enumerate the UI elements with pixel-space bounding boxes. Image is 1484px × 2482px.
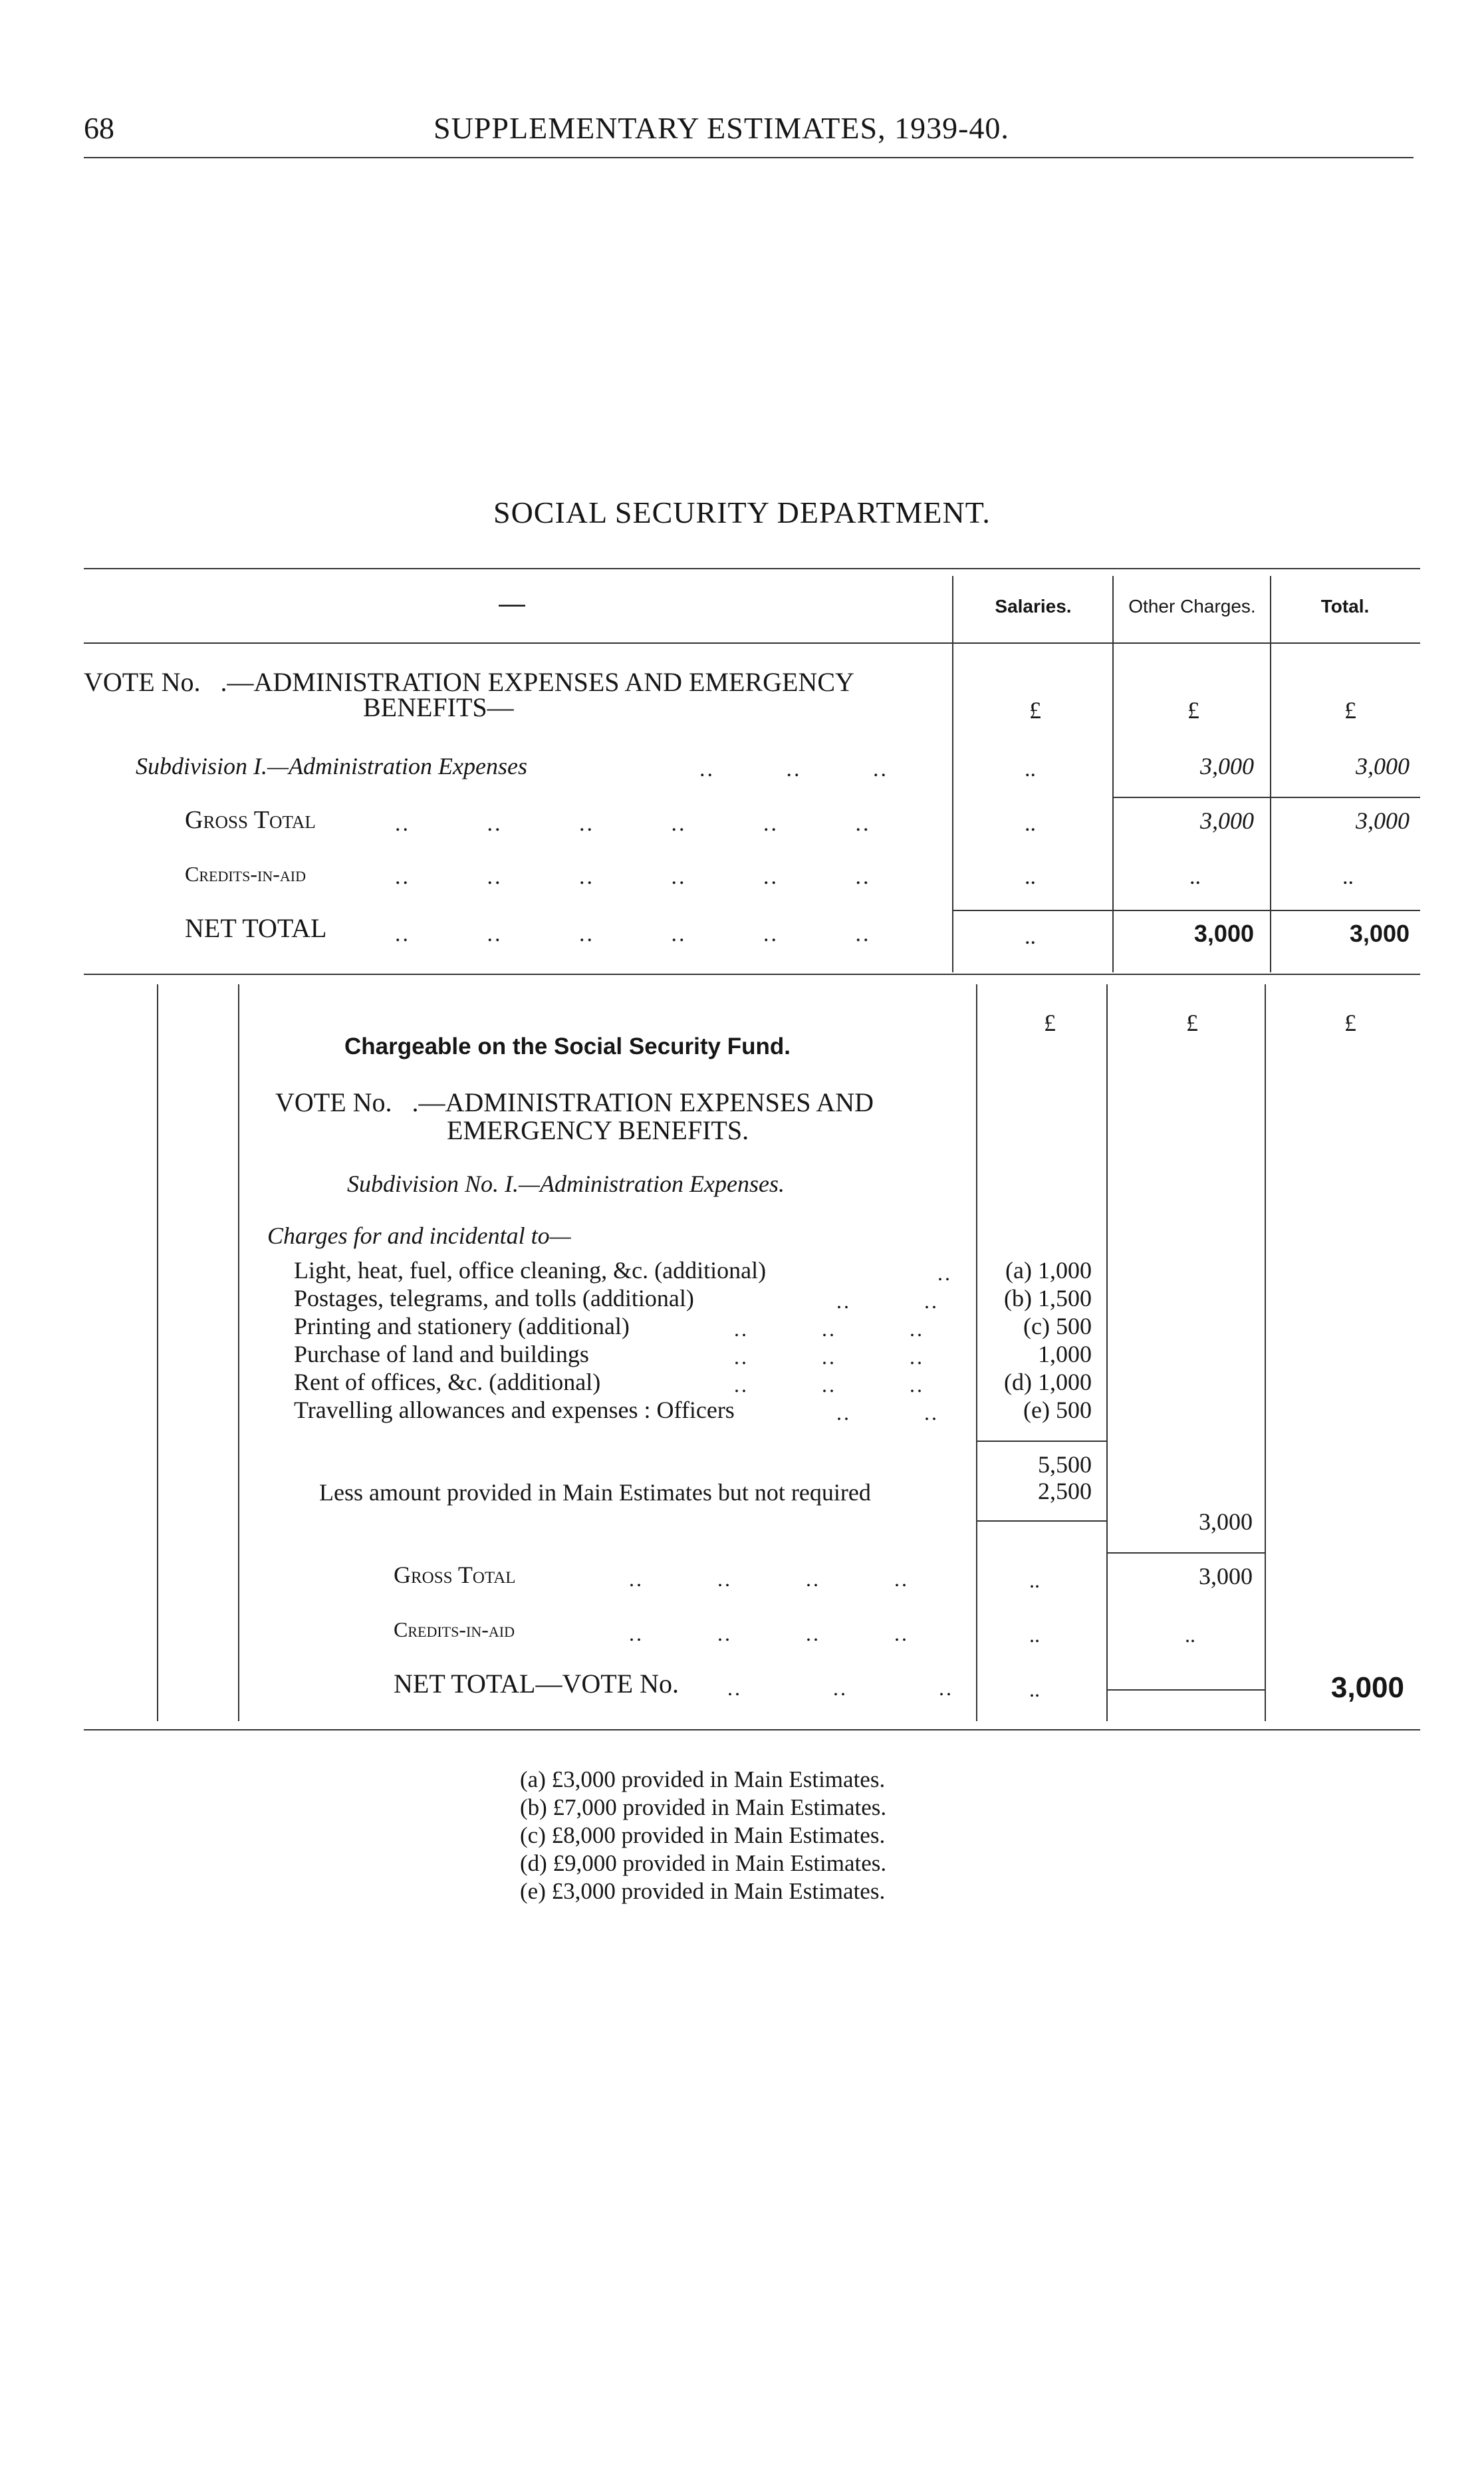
leader-dots: .. .. .. (734, 1317, 924, 1341)
footnote: (a) £3,000 provided in Main Estimates. (520, 1766, 886, 1792)
leader-dots (629, 1623, 975, 1644)
items-subtotal: 5,500 (1038, 1451, 1092, 1478)
fund-currency-salaries: £ (1044, 1010, 1056, 1036)
footnote: (c) £8,000 provided in Main Estimates. (520, 1822, 886, 1848)
fund-bottom-rule (84, 1729, 1420, 1730)
leader-dot: .. (806, 1567, 820, 1591)
leader-dots: .. .. .. (734, 1345, 924, 1369)
leader-dot: .. (727, 1676, 742, 1700)
fund-vote-line1: VOTE No. .—ADMINISTRATION EXPENSES AND (275, 1087, 874, 1117)
currency-other-charges: £ (1187, 697, 1199, 724)
footnote: (d) £9,000 provided in Main Estimates. (520, 1850, 887, 1876)
department-title: SOCIAL SECURITY DEPARTMENT. (493, 495, 991, 529)
leader-dot: .. (894, 1621, 909, 1645)
item-label: Light, heat, fuel, office cleaning, &c. (additional) (294, 1257, 767, 1284)
header-rule (84, 157, 1414, 158)
currency-total: £ (1344, 697, 1356, 724)
fund-credits-in-aid-label: Credits-in-aid (394, 1617, 515, 1641)
leader-dot: .. (717, 1621, 732, 1645)
net-other-charges: 3,000 (1199, 1508, 1253, 1535)
credits-in-aid-total: .. (1342, 865, 1354, 889)
leader-dots (629, 1568, 975, 1589)
running-title: SUPPLEMENTARY ESTIMATES, 1939-40. (433, 111, 1009, 145)
leader-dot: .. (873, 757, 888, 781)
table-bottom-rule (84, 974, 1420, 975)
other-charges-rule (1106, 1552, 1265, 1554)
charges-heading: Charges for and incidental to— (267, 1222, 571, 1249)
fund-net-total-label: NET TOTAL—VOTE No. (394, 1669, 679, 1699)
leader-dots (395, 866, 940, 889)
gross-total-label: Gross Total (185, 806, 316, 834)
fund-subdivision: Subdivision No. I.—Administration Expenses. (347, 1171, 785, 1197)
fund-net-rule-top (1106, 1689, 1265, 1691)
item-label: Postages, telegrams, and tolls (additional) (294, 1285, 694, 1311)
head-salaries: Salaries. (995, 596, 1072, 617)
credits-in-aid-label: Credits-in-aid (185, 862, 306, 886)
page-number: 68 (84, 111, 114, 145)
leader-dot: .. (629, 1621, 644, 1645)
head-total: Total. (1320, 596, 1370, 617)
vote-heading-line2: BENEFITS— (363, 692, 514, 722)
leader-dot: .. (763, 811, 779, 836)
item-amount: (a) 1,000 (1005, 1257, 1092, 1284)
leader-dot: .. (699, 757, 715, 781)
leader-dot: .. (579, 811, 594, 836)
leader-dot: .. (671, 811, 687, 836)
item-label: Rent of offices, &c. (additional) (294, 1369, 601, 1395)
net-total-rule (952, 910, 1420, 911)
item-amount: 1,000 (1038, 1341, 1092, 1367)
less-amount: 2,500 (1038, 1478, 1092, 1504)
leader-dots (699, 758, 939, 781)
item-amount: (d) 1,000 (1004, 1369, 1092, 1395)
fund-currency-total: £ (1344, 1010, 1356, 1036)
col-divider-2-body (1112, 646, 1114, 972)
subdivision-total: 3,000 (1356, 753, 1410, 779)
leader-dot: .. (629, 1567, 644, 1591)
subdivision-other-charges: 3,000 (1200, 753, 1254, 779)
fund-currency-other-charges: £ (1186, 1010, 1198, 1036)
leader-dot: .. (487, 865, 503, 889)
leader-dot: .. (855, 922, 871, 946)
credits-in-aid-salaries: .. (1025, 865, 1036, 889)
leader-dot: .. (579, 865, 594, 889)
leader-dot: .. (763, 922, 779, 946)
gross-total-other-charges: 3,000 (1200, 807, 1254, 834)
fund-heading: Chargeable on the Social Security Fund. (344, 1034, 791, 1059)
net-total-salaries: .. (1025, 924, 1036, 949)
leader-dot: .. (671, 922, 687, 946)
fund-credits-in-aid-salaries: .. (1029, 1623, 1040, 1647)
fund-net-total-salaries: .. (1029, 1677, 1040, 1701)
leader-dot: .. (939, 1676, 953, 1700)
fund-col-divider-1 (976, 984, 977, 1721)
item-label: Travelling allowances and expenses : Officers (294, 1397, 735, 1423)
leader-dots (395, 813, 940, 835)
fund-gross-total-label: Gross Total (394, 1562, 516, 1588)
leader-dot: .. (855, 811, 871, 836)
fund-vote-line2: EMERGENCY BENEFITS. (447, 1115, 749, 1145)
item-amount: (b) 1,500 (1004, 1285, 1092, 1311)
gross-total-salaries: .. (1025, 811, 1036, 836)
leader-dots (727, 1677, 980, 1699)
subtotal-rule (1112, 797, 1420, 798)
table-head-rule (84, 642, 1420, 644)
leader-dot: .. (894, 1567, 909, 1591)
leader-dot: .. (395, 922, 410, 946)
leader-dot: .. (395, 865, 410, 889)
subdivision-label: Subdivision I.—Administration Expenses (136, 753, 527, 779)
footnote: (b) £7,000 provided in Main Estimates. (520, 1794, 887, 1820)
fund-credits-in-aid-other: .. (1185, 1623, 1195, 1647)
table-top-rule (84, 568, 1420, 569)
leader-dot: .. (806, 1621, 820, 1645)
col-divider-1-body (952, 646, 953, 972)
net-total-total: 3,000 (1349, 920, 1410, 947)
leader-dots (395, 923, 940, 946)
leader-dots: .. .. (836, 1289, 939, 1313)
footnote: (e) £3,000 provided in Main Estimates. (520, 1878, 886, 1904)
subdivision-salaries: .. (1025, 757, 1036, 781)
fund-left-border-1 (157, 984, 158, 1721)
leader-dot: .. (487, 922, 503, 946)
col-divider-1 (952, 576, 953, 646)
leader-dot: .. (487, 811, 503, 836)
leader-dot: .. (855, 865, 871, 889)
leader-dots: .. .. .. (734, 1373, 924, 1397)
leader-dot: .. (833, 1676, 848, 1700)
gross-total-total: 3,000 (1356, 807, 1410, 834)
net-total-other-charges: 3,000 (1193, 920, 1254, 947)
leader-dots: .. (937, 1261, 952, 1285)
fund-col-divider-2 (1106, 984, 1108, 1721)
leader-dot: .. (395, 811, 410, 836)
leader-dot: .. (717, 1567, 732, 1591)
net-total-label: NET TOTAL (185, 913, 327, 943)
fund-gross-total-salaries: .. (1029, 1568, 1040, 1592)
head-other-charges: Other Charges. (1128, 596, 1256, 617)
less-label: Less amount provided in Main Estimates but not required (319, 1479, 871, 1506)
vote-heading-line1: VOTE No. .—ADMINISTRATION EXPENSES AND EMERGENCY (84, 667, 854, 697)
col-divider-2 (1112, 576, 1114, 646)
items-subtotal-rule (976, 1441, 1106, 1442)
item-amount: (c) 500 (1023, 1313, 1092, 1339)
leader-dot: .. (763, 865, 779, 889)
less-rule (976, 1520, 1106, 1522)
leader-dot: .. (786, 757, 802, 781)
item-amount: (e) 500 (1023, 1397, 1092, 1423)
head-first-col: — (499, 589, 525, 619)
fund-left-border-2 (238, 984, 239, 1721)
item-label: Purchase of land and buildings (294, 1341, 589, 1367)
leader-dot: .. (671, 865, 687, 889)
fund-net-total-total: 3,000 (1330, 1671, 1404, 1704)
fund-gross-total-other: 3,000 (1199, 1563, 1253, 1589)
leader-dot: .. (579, 922, 594, 946)
fund-col-divider-3 (1265, 984, 1266, 1721)
leader-dots: .. .. (836, 1401, 939, 1425)
item-label: Printing and stationery (additional) (294, 1313, 630, 1339)
currency-salaries: £ (1029, 697, 1041, 724)
credits-in-aid-other-charges: .. (1189, 865, 1201, 889)
